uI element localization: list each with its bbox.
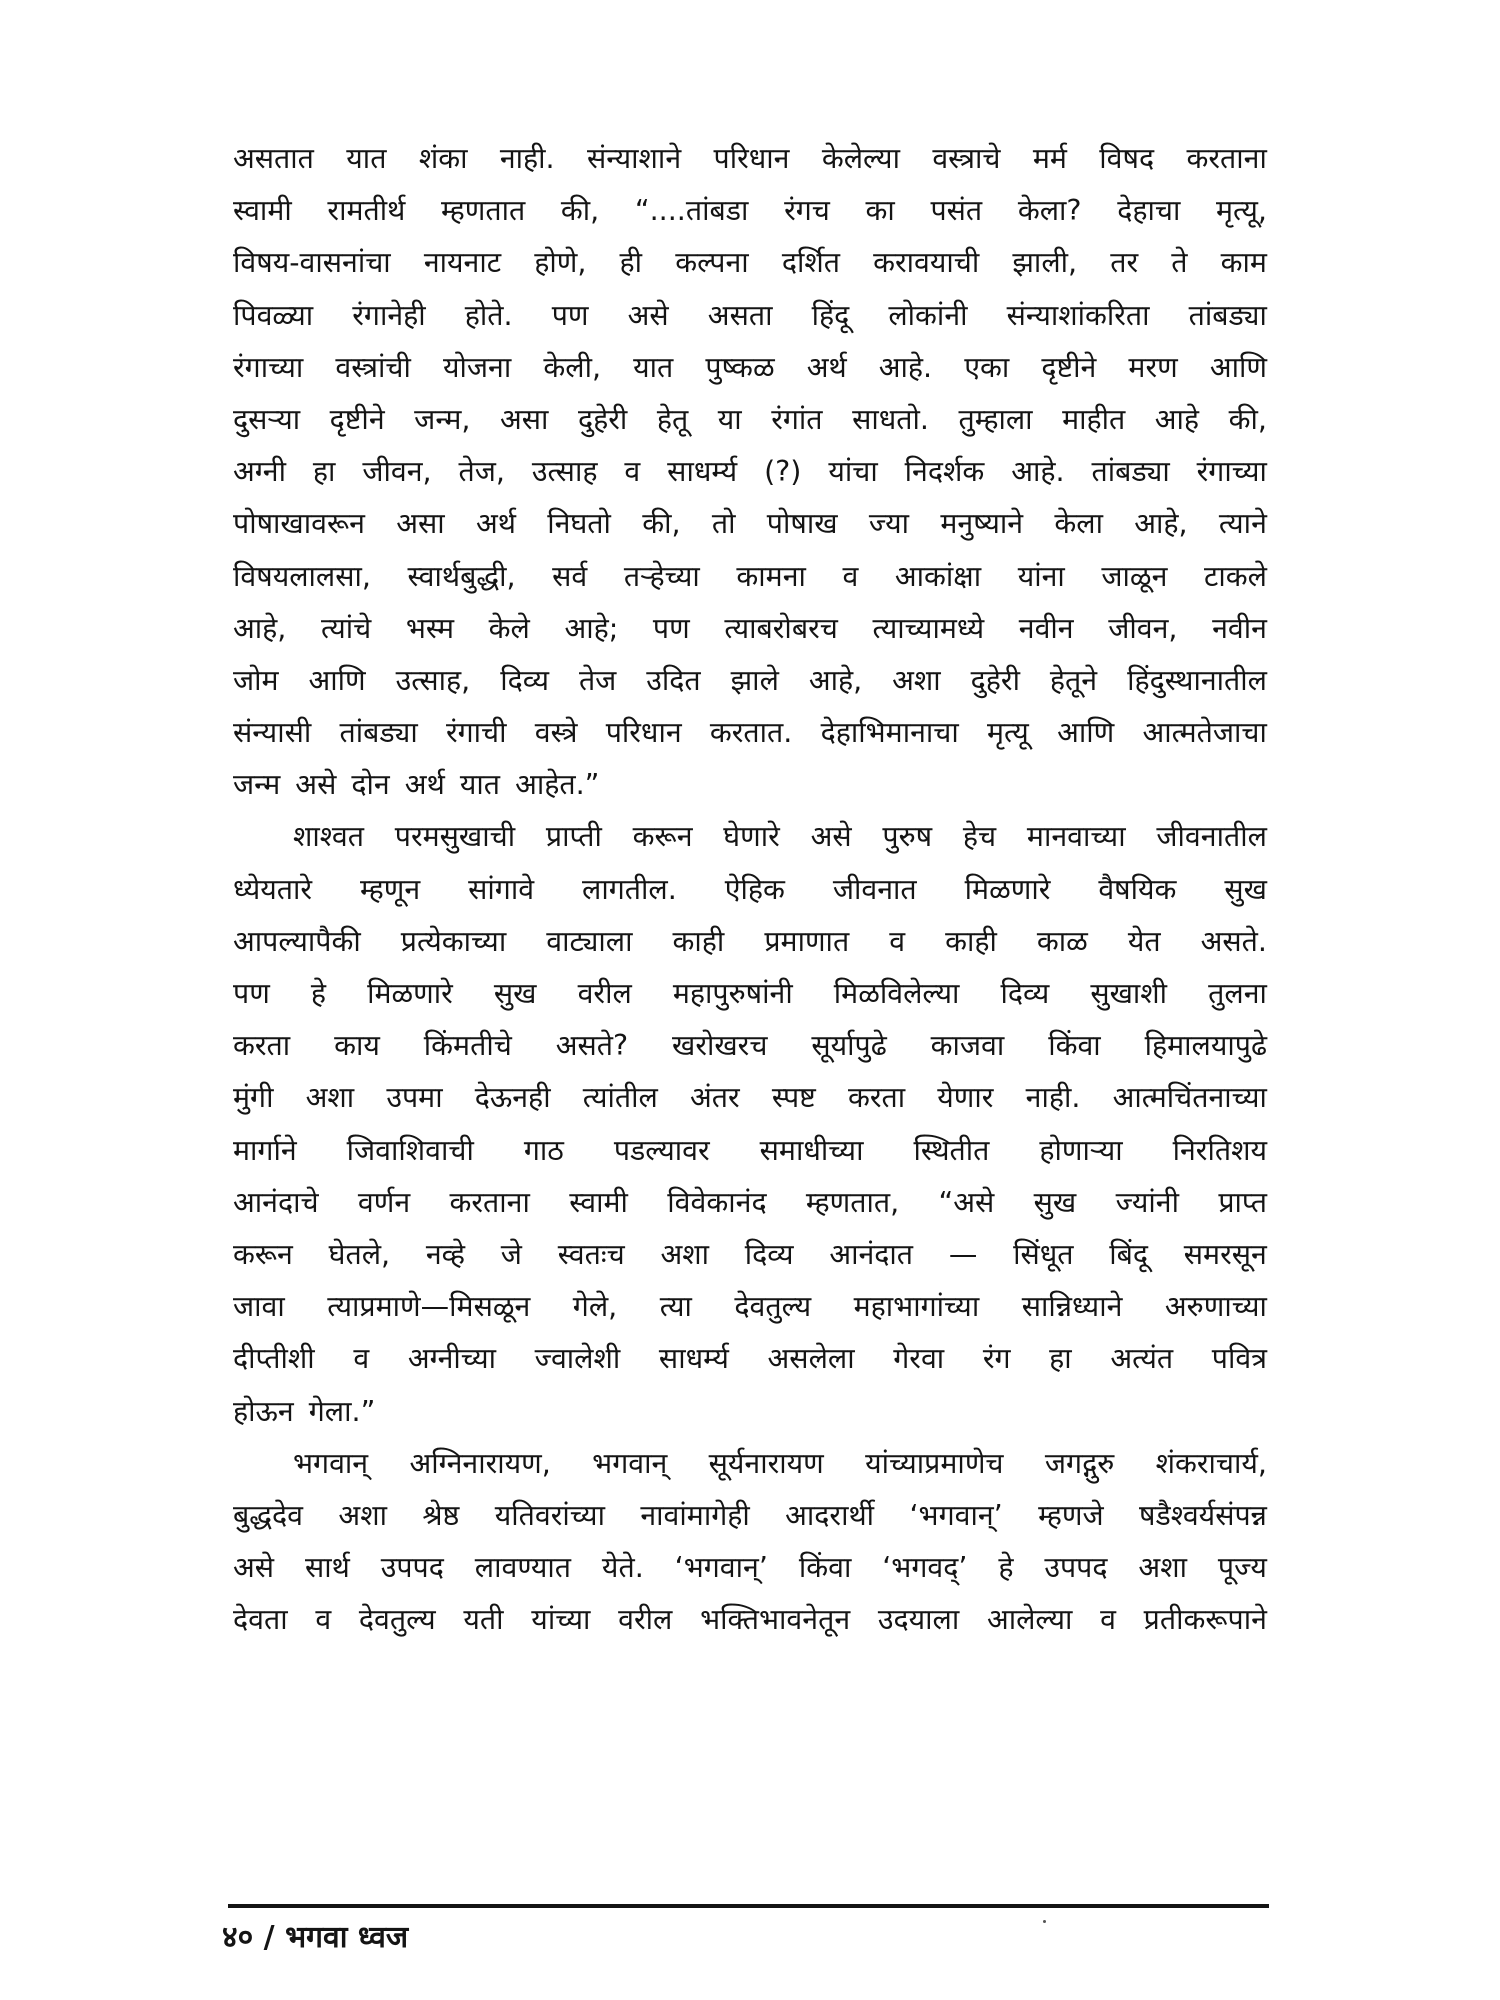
text-line: स्वामी रामतीर्थ म्हणतात की, “....तांबडा रंगच का पसंत केला? देहाचा मृत्यू, <box>233 194 1267 228</box>
text-line: देवता व देवतुल्य यती यांच्या वरील भक्तिभावनेतून उदयाला आलेल्या व प्रतीकरूपाने <box>233 1603 1267 1637</box>
text-line: शाश्वत परमसुखाची प्राप्ती करून घेणारे असे पुरुष हेच मानवाच्या जीवनातील <box>293 820 1267 854</box>
text-line: पण हे मिळणारे सुख वरील महापुरुषांनी मिळविलेल्या दिव्य सुखाशी तुलना <box>233 977 1267 1010</box>
text-line: बुद्धदेव अशा श्रेष्ठ यतिवरांच्या नावांमागेही आदरार्थी ‘भगवान्’ म्हणजे षडैश्वर्यसंपन्न <box>233 1498 1267 1532</box>
footer-separator: / <box>253 1920 286 1955</box>
text-line: जावा त्याप्रमाणे—मिसळून गेले, त्या देवतुल्य महाभागांच्या सान्निध्याने अरुणाच्या <box>233 1290 1267 1324</box>
text-line: दीप्तीशी व अग्नीच्या ज्वालेशी साधर्म्य असलेला गेरवा रंग हा अत्यंत पवित्र <box>233 1342 1267 1376</box>
text-line: मार्गाने जिवाशिवाची गाठ पडल्यावर समाधीच्या स्थितीत होणाऱ्या निरतिशय <box>233 1133 1267 1167</box>
page-footer <box>222 1912 408 1964</box>
text-line: दुसऱ्या दृष्टीने जन्म, असा दुहेरी हेतू या रंगांत साधतो. तुम्हाला माहीत आहे की, <box>233 402 1267 436</box>
text-line: पिवळ्या रंगानेही होते. पण असे असता हिंदू लोकांनी संन्याशांकरिता तांबड्या <box>233 298 1267 332</box>
text-line: करता काय किंमतीचे असते? खरोखरच सूर्यापुढे काजवा किंवा हिमालयापुढे <box>233 1029 1267 1063</box>
text-line: जन्म असे दोन अर्थ यात आहेत.” <box>233 768 600 802</box>
text-line: विषयलालसा, स्वार्थबुद्धी, सर्व तऱ्हेच्या कामना व आकांक्षा यांना जाळून टाकले <box>233 559 1267 593</box>
paragraph <box>233 133 1267 811</box>
text-line: ध्येयतारे म्हणून सांगावे लागतील. ऐहिक जीवनात मिळणारे वैषयिक सुख <box>233 872 1267 906</box>
page-number: ४० <box>222 1920 254 1955</box>
text-line: आहे, त्यांचे भस्म केले आहे; पण त्याबरोबरच त्याच्यामध्ये नवीन जीवन, नवीन <box>233 611 1267 645</box>
text-line: असतात यात शंका नाही. संन्याशाने परिधान केलेल्या वस्त्राचे मर्म विषद करताना <box>233 142 1267 175</box>
book-title: भगवा ध्वज <box>285 1920 409 1955</box>
text-line: संन्यासी तांबड्या रंगाची वस्त्रे परिधान करतात. देहाभिमानाचा मृत्यू आणि आत्मतेजाचा <box>233 716 1267 750</box>
text-line: करून घेतले, नव्हे जे स्वतःच अशा दिव्य आनंदात — सिंधूत बिंदू समरसून <box>233 1237 1267 1271</box>
text-line: होऊन गेला.” <box>233 1394 376 1428</box>
text-line: पोषाखावरून असा अर्थ निघतो की, तो पोषाख ज्या मनुष्याने केला आहे, त्याने <box>233 507 1267 541</box>
text-line: रंगाच्या वस्त्रांची योजना केली, यात पुष्कळ अर्थ आहे. एका दृष्टीने मरण आणि <box>233 350 1267 384</box>
text-line: जोम आणि उत्साह, दिव्य तेज उदित झाले आहे, अशा दुहेरी हेतूने हिंदुस्थानातील <box>233 663 1267 697</box>
footer-rule <box>228 1904 1269 1908</box>
body-text <box>233 133 1267 1646</box>
scan-speck <box>1043 1920 1046 1923</box>
text-line: आनंदाचे वर्णन करताना स्वामी विवेकानंद म्हणतात, “असे सुख ज्यांनी प्राप्त <box>233 1185 1267 1219</box>
text-line: अग्नी हा जीवन, तेज, उत्साह व साधर्म्य (?) यांचा निदर्शक आहे. तांबड्या रंगाच्या <box>233 455 1267 489</box>
paragraph <box>233 811 1267 1437</box>
text-line: आपल्यापैकी प्रत्येकाच्या वाट्याला काही प्रमाणात व काही काळ येत असते. <box>233 924 1267 958</box>
text-line: विषय-वासनांचा नायनाट होणे, ही कल्पना दर्शित करावयाची झाली, तर ते काम <box>233 246 1267 280</box>
text-line: भगवान् अग्निनारायण, भगवान् सूर्यनारायण यांच्याप्रमाणेच जगद्गुरु शंकराचार्य, <box>293 1446 1267 1480</box>
text-line: मुंगी अशा उपमा देऊनही त्यांतील अंतर स्पष्ट करता येणार नाही. आत्मचिंतनाच्या <box>233 1081 1267 1115</box>
text-line: असे सार्थ उपपद लावण्यात येते. ‘भगवान्’ किंवा ‘भगवद्’ हे उपपद अशा पूज्य <box>233 1551 1267 1585</box>
paragraph <box>233 1438 1267 1647</box>
